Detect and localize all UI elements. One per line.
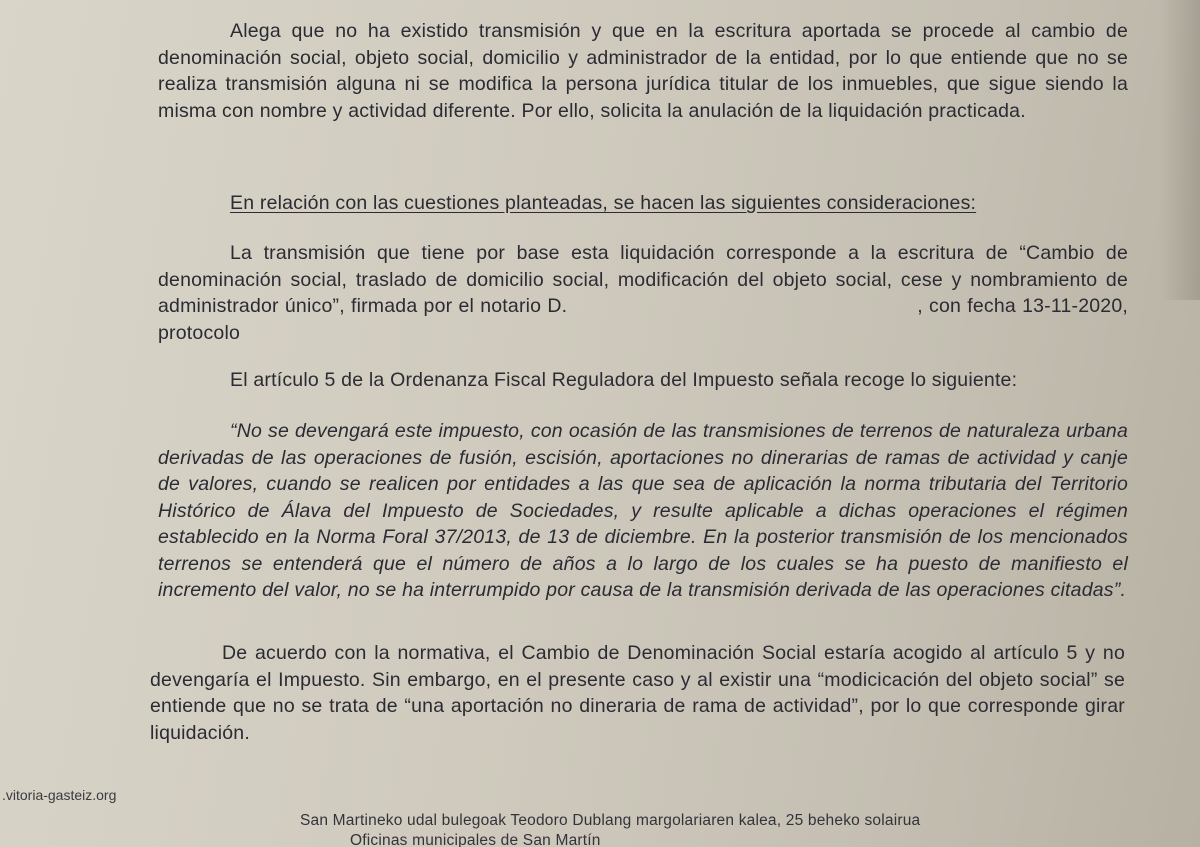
paragraph-ordinance-quote xyxy=(158,418,1128,604)
paragraph-conclusion xyxy=(150,640,1125,746)
article-5-intro-text: El artículo 5 de la Ordenanza Fiscal Reguladora del Impuesto señala recoge lo siguiente: xyxy=(230,369,1018,391)
paragraph-allegation xyxy=(158,18,1128,124)
ordinance-quote-text: “No se devengará este impuesto, con ocasión de las transmisiones de terrenos de naturaleza urbana derivadas de las operaciones de fusión, escisión, aportaciones no dinerarias de ramas de actividad y canje de valores, cuando se realicen por entidades a las que sea de aplicación la norma tributaria del Territorio Histórico de Álava del Impuesto de Sociedades, y resulte aplicable a dichas operaciones el régimen establecido en la Norma Foral 37/2013, de 13 de diciembre. En la posterior transmisión de los mencionados terrenos se entenderá que el número de años a lo largo de los cuales se ha puesto de manifiesto el incremento del valor, no se ha interrumpido por causa de la transmisión derivada de las operaciones citadas”. xyxy=(158,420,1128,601)
conclusion-text: De acuerdo con la normativa, el Cambio de Denominación Social estaría acogido al artículo 5 y no devengaría el Impuesto. Sin embargo, en el presente caso y al existir una “modicicación del objeto social” se entiende que no se trata de “una aportación no dineraria de rama de actividad”, por lo que corresponde girar liquidación. xyxy=(150,642,1125,744)
paragraph-allegation-text: Alega que no ha existido transmisión y que en la escritura aportada se procede al cambio de denominación social, objeto social, domicilio y administrador de la entidad, por lo que entiende que no se realiza transmisión alguna ni se modifica la persona jurídica titular de los inmuebles, que sigue siendo la misma con nombre y actividad diferente. Por ello, solicita la anulación de la liquidación practicada. xyxy=(158,20,1128,122)
paragraph-article-5-intro xyxy=(230,367,1130,394)
paragraph-transmission-end: , con fecha 13-11-2020, protocolo xyxy=(158,295,1128,344)
footer-website: .vitoria-gasteiz.org xyxy=(2,787,117,803)
page-edge-shadow xyxy=(1160,0,1200,300)
paragraph-transmission-start: La transmisión que tiene por base esta liquidación corresponde a la escritura de “Cambio de denominación social, traslado de domicilio social, modificación del objeto social, cese y nombramiento de administrador único”, firmada por el notario D. xyxy=(158,242,1128,317)
section-heading: En relación con las cuestiones planteadas, se hacen las siguientes consideraciones: xyxy=(230,192,977,214)
footer-address-spanish: Oficinas municipales de San Martín xyxy=(350,832,601,847)
paragraph-transmission xyxy=(158,240,1128,346)
footer-address-basque: San Martineko udal bulegoak Teodoro Dublang margolariaren kalea, 25 beheko solairua xyxy=(300,812,921,829)
